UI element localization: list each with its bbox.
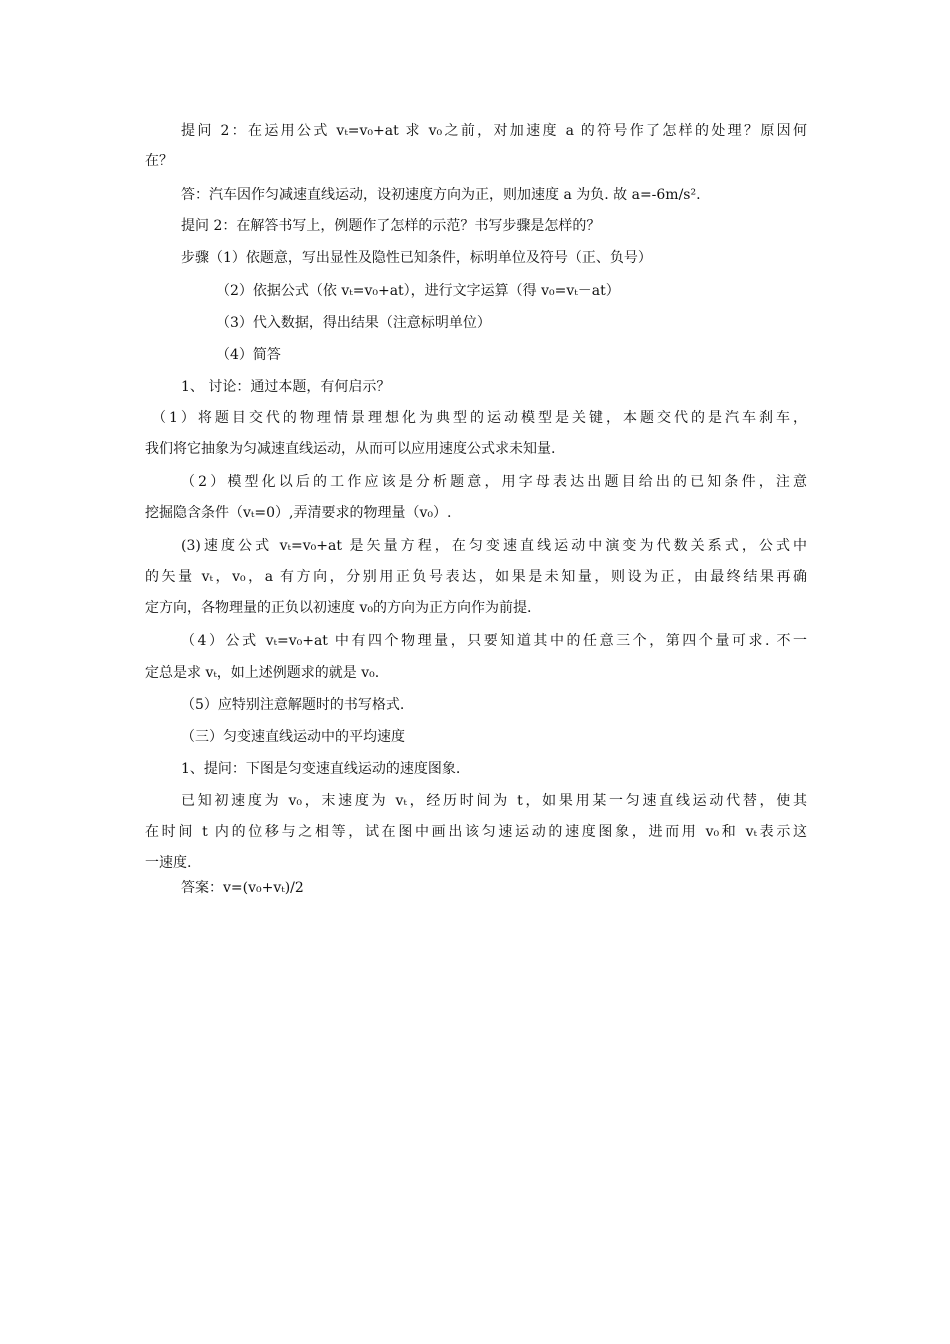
step-2-line: （2）依据公式（依 vₜ=v₀+at），进行文字运算（得 v₀=vₜ－at） bbox=[216, 283, 620, 299]
problem-line-3: 一速度. bbox=[145, 855, 192, 871]
discussion-heading: 1、 讨论：通过本题，有何启示？ bbox=[181, 379, 391, 395]
point-5-line: （5）应特别注意解题时的书写格式. bbox=[181, 697, 405, 713]
final-answer-line: 答案：v=(v₀+vₜ)/2 bbox=[181, 880, 304, 896]
point-1-line-1: （1）将题目交代的物理情景理想化为典型的运动模型是关键，本题交代的是汽车刹车， bbox=[152, 410, 807, 426]
step-4-line: （4）简答 bbox=[216, 347, 281, 363]
answer-line: 答：汽车因作匀减速直线运动，设初速度方向为正，则加速度 a 为负. 故 a=-6m/s². bbox=[181, 187, 701, 203]
question-2-line-2: 在？ bbox=[145, 153, 173, 169]
point-3-line-3: 定方向，各物理量的正负以初速度 v₀的方向为正方向作为前提. bbox=[145, 600, 532, 616]
point-4-line-2: 定总是求 vₜ，如上述例题求的就是 v₀. bbox=[145, 665, 380, 681]
point-3-line-1: (3)速度公式 vₜ=v₀+at 是矢量方程，在匀变速直线运动中演变为代数关系式，公式中 bbox=[181, 538, 807, 554]
point-2-line-2: 挖掘隐含条件（vₜ=0）,弄清要求的物理量（v₀）. bbox=[145, 505, 452, 521]
question-1-line: 1、提问：下图是匀变速直线运动的速度图象. bbox=[181, 761, 461, 777]
point-4-line-1: （4）公式 vₜ=v₀+at 中有四个物理量，只要知道其中的任意三个，第四个量可求. 不一 bbox=[181, 633, 807, 649]
step-1-line: 步骤（1）依题意，写出显性及隐性已知条件，标明单位及符号（正、负号） bbox=[181, 250, 652, 266]
section-3-heading: （三）匀变速直线运动中的平均速度 bbox=[181, 729, 405, 745]
point-2-line-1: （2）模型化以后的工作应该是分析题意，用字母表达出题目给出的已知条件，注意 bbox=[181, 474, 807, 490]
step-3-line: （3）代入数据，得出结果（注意标明单位） bbox=[216, 315, 491, 331]
question-2-line-1: 提问 2：在运用公式 vₜ=v₀+at 求 v₀之前，对加速度 a 的符号作了怎样的处理？原因何 bbox=[181, 123, 807, 139]
question-2b-line: 提问 2：在解答书写上，例题作了怎样的示范？书写步骤是怎样的？ bbox=[181, 218, 601, 234]
point-1-line-2: 我们将它抽象为匀减速直线运动，从而可以应用速度公式求未知量. bbox=[145, 441, 556, 457]
problem-line-1: 已知初速度为 v₀，末速度为 vₜ，经历时间为 t，如果用某一匀速直线运动代替，使其 bbox=[181, 793, 807, 809]
point-3-line-2: 的矢量 vₜ，v₀，a 有方向，分别用正负号表达，如果是未知量，则设为正，由最终结果再确 bbox=[145, 569, 807, 585]
problem-line-2: 在时间 t 内的位移与之相等，试在图中画出该匀速运动的速度图象，进而用 v₀和 vₜ表示这 bbox=[145, 824, 807, 840]
